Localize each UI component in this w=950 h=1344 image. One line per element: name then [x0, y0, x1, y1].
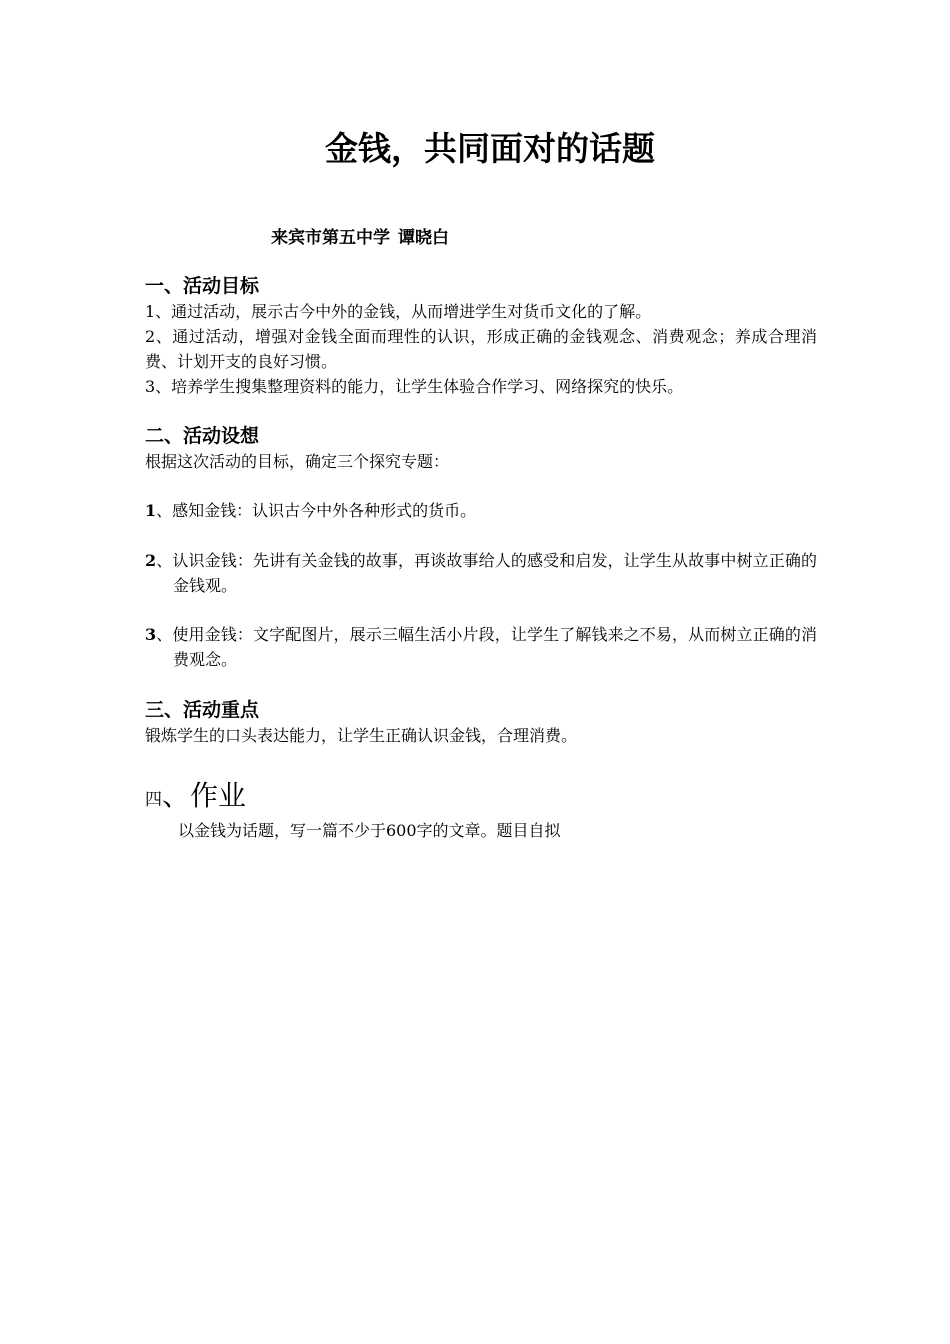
goal-item: 3、培养学生搜集整理资料的能力，让学生体验合作学习、网络探究的快乐。 [145, 377, 684, 396]
topic-item [145, 498, 817, 523]
section-plan [145, 423, 817, 474]
goal-item: 2、通过活动，增强对金钱全面而理性的认识，形成正确的金钱观念、消费观念；养成合理消费、计划开支的良好习惯。 [145, 327, 817, 371]
topic-item [145, 548, 817, 598]
homework-text: 以金钱为话题，写一篇不少于600字的文章。题目自拟 [178, 821, 561, 840]
topic-number: 1 [145, 501, 157, 520]
section-goals-heading: 一、活动目标 [145, 275, 260, 297]
author-line [271, 226, 449, 250]
section-homework [145, 778, 817, 843]
homework-heading-label: 、作业 [162, 779, 247, 812]
document-title: 金钱，共同面对的话题 [325, 129, 655, 168]
section-homework-heading [145, 778, 817, 818]
topic-number: 2 [145, 551, 157, 570]
topic-text: 、感知金钱：认识古今中外各种形式的货币。 [156, 501, 477, 520]
section-focus [145, 697, 817, 748]
section-focus-text: 锻炼学生的口头表达能力，让学生正确认识金钱，合理消费。 [145, 726, 578, 745]
author-school: 来宾市第五中学 [271, 228, 390, 248]
goal-item: 1、通过活动，展示古今中外的金钱，从而增进学生对货币文化的了解。 [145, 302, 652, 321]
topic-text: 、使用金钱：文字配图片，展示三幅生活小片段，让学生了解钱来之不易，从而树立正确的消费观念。 [156, 625, 817, 669]
topic-item [145, 622, 817, 672]
homework-heading-number: 四 [145, 790, 162, 810]
section-plan-intro: 根据这次活动的目标，确定三个探究专题： [145, 452, 450, 471]
author-name: 谭晓白 [398, 228, 449, 248]
topic-number: 3 [145, 625, 157, 644]
section-plan-heading: 二、活动设想 [145, 425, 260, 447]
section-goals [145, 273, 817, 399]
section-focus-heading: 三、活动重点 [145, 699, 260, 721]
topic-text: 、认识金钱：先讲有关金钱的故事，再谈故事给人的感受和启发，让学生从故事中树立正确的金钱观。 [156, 551, 817, 595]
